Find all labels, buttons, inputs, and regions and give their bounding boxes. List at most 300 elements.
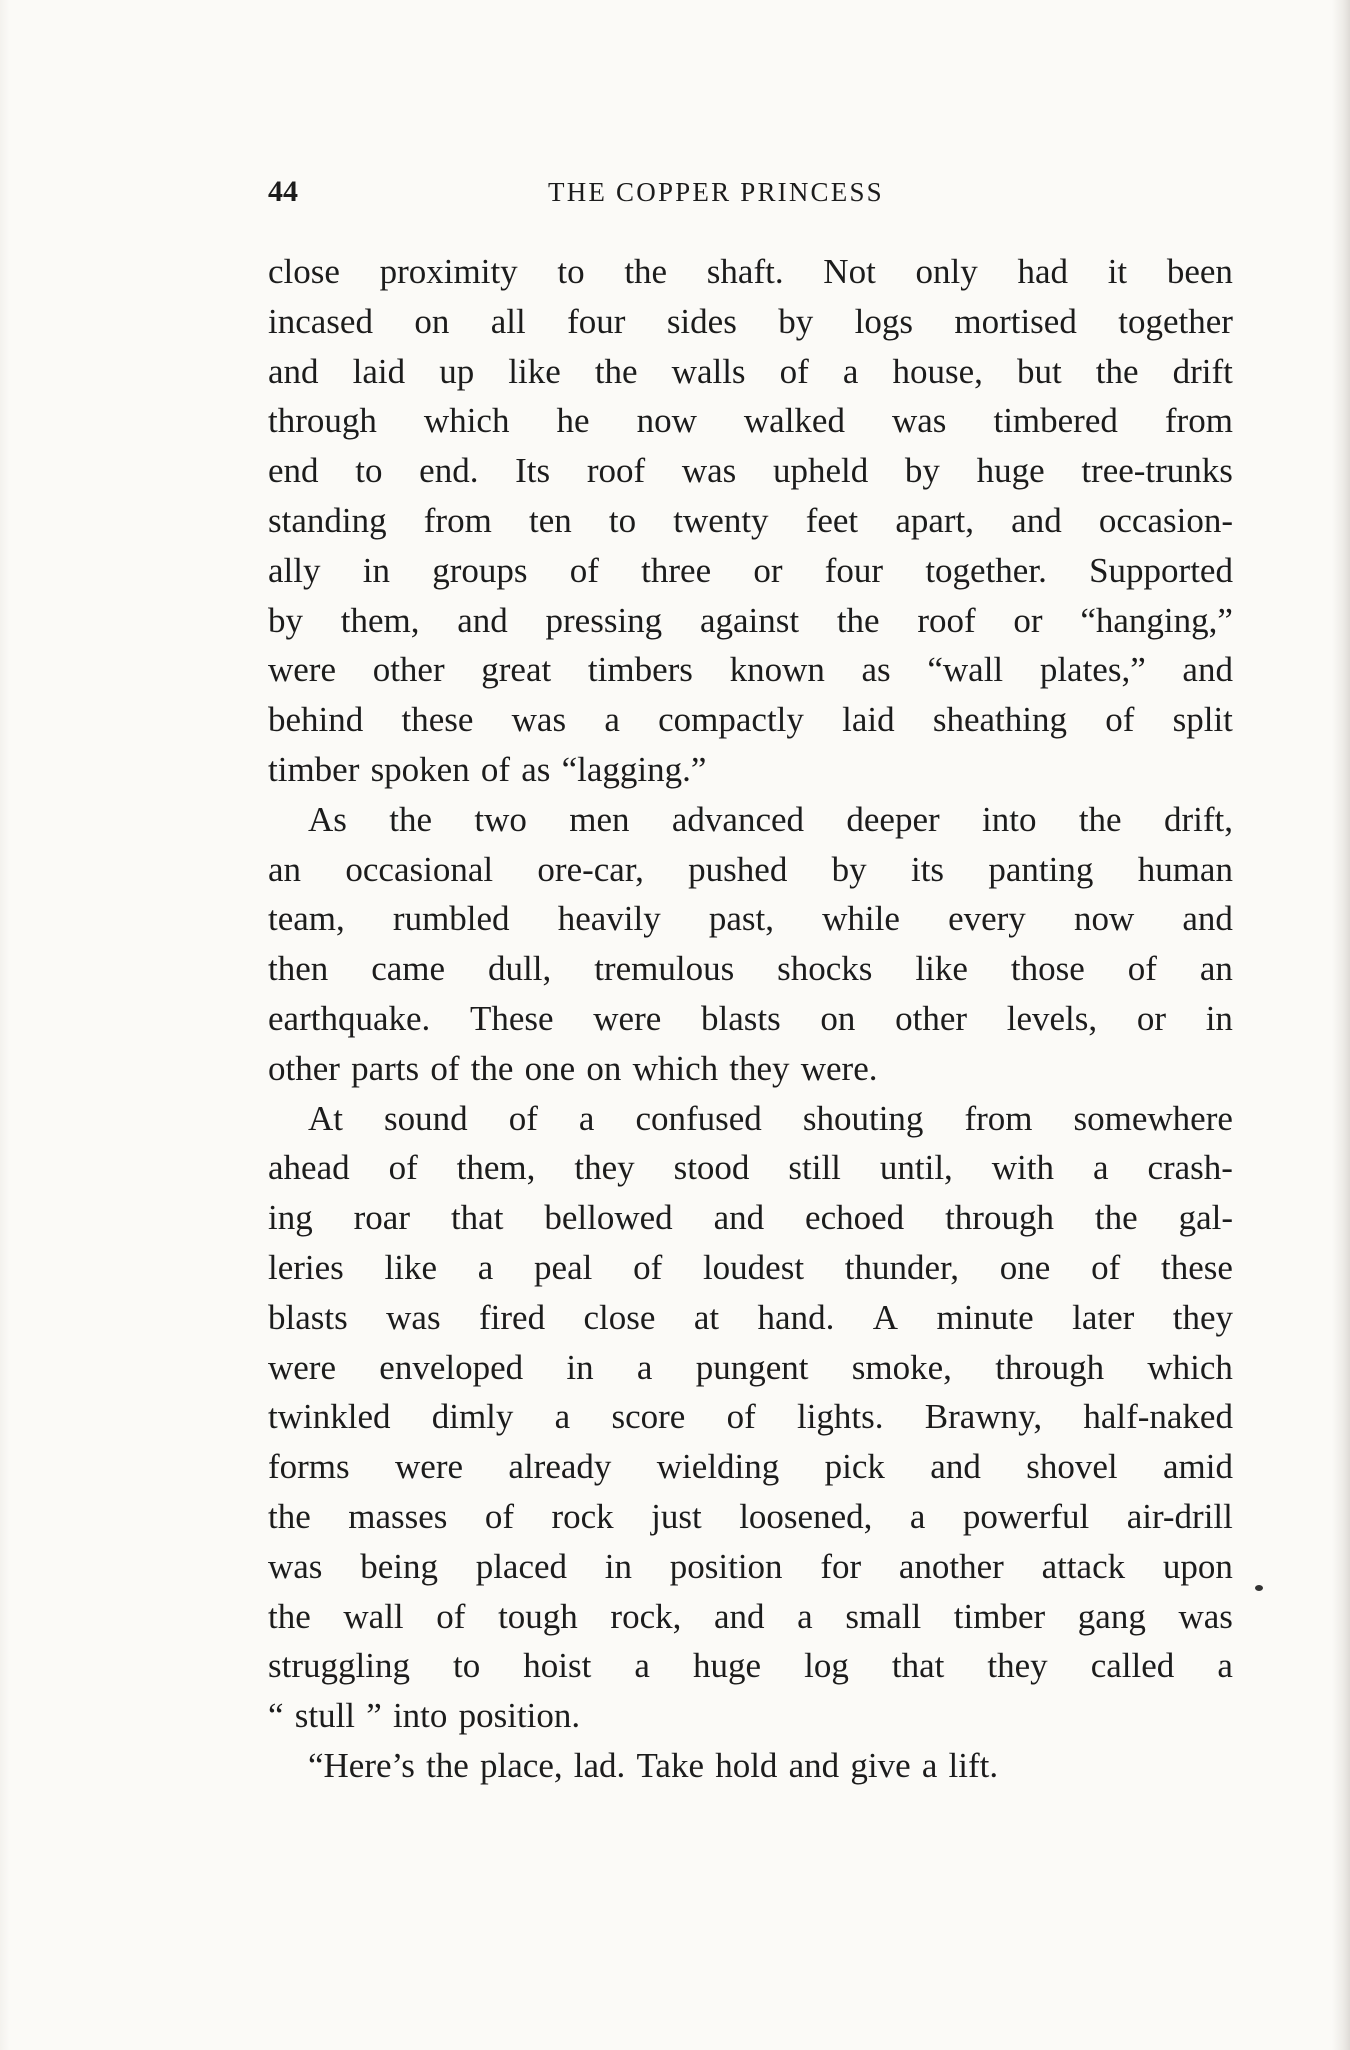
word: the	[1095, 351, 1139, 391]
word: four	[567, 301, 626, 341]
word: of	[569, 550, 599, 590]
text-line	[268, 1542, 1233, 1592]
word: forms	[268, 1447, 350, 1487]
word: sides	[666, 301, 737, 341]
word: gang	[1077, 1596, 1146, 1636]
word: timbered	[993, 401, 1118, 441]
word: on	[820, 998, 856, 1038]
word: echoed	[805, 1198, 905, 1238]
word: of	[633, 1247, 663, 1287]
word: small	[845, 1596, 922, 1636]
word: on	[414, 301, 450, 341]
text-line	[268, 645, 1233, 695]
text-line	[268, 1442, 1233, 1492]
word: a	[578, 1098, 595, 1138]
word: one	[524, 1048, 576, 1088]
word: Brawny,	[924, 1397, 1043, 1437]
word: standing	[268, 500, 387, 540]
word: three	[641, 550, 712, 590]
word: the	[624, 252, 668, 291]
word: blasts	[268, 1297, 348, 1337]
text-line	[268, 596, 1233, 646]
word: of	[484, 1496, 515, 1536]
word: sound	[384, 1098, 468, 1138]
word: stood	[673, 1148, 750, 1188]
word: position	[669, 1546, 783, 1586]
text-line	[268, 496, 1233, 546]
word: in	[362, 550, 390, 590]
text-line	[268, 1243, 1233, 1293]
word: close	[268, 252, 340, 291]
word: past,	[708, 899, 775, 939]
word: to	[453, 1646, 481, 1686]
word: by	[904, 451, 940, 491]
word: in	[566, 1347, 594, 1387]
word: together	[1118, 301, 1233, 341]
text-line	[268, 894, 1233, 944]
word: pick	[824, 1447, 885, 1487]
word: occasion-	[1098, 500, 1233, 540]
word: lad.	[573, 1745, 626, 1785]
margin-mark	[1255, 1585, 1263, 1591]
word: proximity	[379, 252, 518, 291]
word: twinkled	[268, 1397, 391, 1437]
word: were.	[800, 1048, 878, 1088]
word: place,	[480, 1745, 563, 1785]
word: of	[388, 1148, 418, 1188]
text-line	[268, 297, 1233, 347]
word: fired	[479, 1297, 546, 1337]
word: masses	[348, 1496, 448, 1536]
word: occasional	[345, 849, 494, 889]
word: close	[583, 1297, 656, 1337]
word: pressing	[545, 600, 663, 640]
word: amid	[1162, 1447, 1233, 1487]
word: were	[268, 650, 337, 690]
word: twenty	[673, 500, 769, 540]
text-line	[268, 745, 1233, 795]
word: other	[268, 1048, 340, 1088]
word: it	[1107, 252, 1128, 291]
word: apart,	[895, 500, 975, 540]
word: of	[508, 1098, 538, 1138]
word: its	[910, 849, 945, 889]
page-edge-left	[0, 0, 10, 2050]
word: plates,”	[1039, 650, 1146, 690]
word: ten	[528, 500, 572, 540]
text-line	[268, 396, 1233, 446]
word: into	[392, 1696, 448, 1736]
word: or	[1136, 998, 1166, 1038]
word: team,	[268, 899, 345, 939]
word: end.	[419, 451, 479, 491]
word: give	[850, 1745, 911, 1785]
word: came	[371, 949, 446, 989]
word: like	[508, 351, 561, 391]
word: drift,	[1163, 799, 1233, 839]
page-header	[268, 172, 1233, 212]
word: they	[574, 1148, 635, 1188]
word: Its	[515, 451, 551, 491]
text-line	[268, 1741, 1233, 1791]
word: log	[804, 1646, 849, 1686]
word: other	[372, 650, 445, 690]
word: the	[1078, 799, 1122, 839]
word: pushed	[688, 849, 788, 889]
text-line	[268, 347, 1233, 397]
word: bellowed	[544, 1198, 673, 1238]
word: through	[995, 1347, 1105, 1387]
word: timber	[953, 1596, 1046, 1636]
word: minute	[936, 1297, 1034, 1337]
word: hand.	[757, 1297, 835, 1337]
word: had	[1017, 252, 1068, 291]
word: was	[268, 1546, 323, 1586]
word: which	[1147, 1347, 1233, 1387]
word: lights.	[796, 1397, 884, 1437]
word: an	[268, 849, 302, 889]
word: a	[797, 1596, 813, 1636]
word: ”	[366, 1696, 382, 1736]
page-edge-right	[1332, 0, 1350, 2050]
text-line	[268, 446, 1233, 496]
text-line	[268, 845, 1233, 895]
text-line	[268, 695, 1233, 745]
word: dull,	[488, 949, 552, 989]
text-line	[268, 1392, 1233, 1442]
word: incased	[268, 301, 373, 341]
word: other	[895, 998, 968, 1038]
word: a	[477, 1247, 494, 1287]
word: behind	[268, 700, 364, 740]
word: end	[268, 451, 319, 491]
word: hoist	[523, 1646, 592, 1686]
text-line	[268, 247, 1233, 297]
word: spoken	[370, 749, 470, 789]
word: a	[921, 1745, 938, 1785]
word: crash-	[1147, 1148, 1233, 1188]
word: until,	[879, 1148, 953, 1188]
word: loosened,	[739, 1496, 873, 1536]
word: mortised	[954, 301, 1077, 341]
word: the	[470, 1048, 514, 1088]
word: laid	[842, 700, 895, 740]
word: as	[861, 650, 891, 690]
word: of	[1127, 949, 1157, 989]
word: Supported	[1089, 550, 1233, 590]
word: were	[268, 1347, 337, 1387]
word: walked	[743, 401, 845, 441]
word: a	[604, 700, 620, 740]
word: they	[1172, 1297, 1233, 1337]
word: was	[386, 1297, 441, 1337]
word: ally	[268, 550, 321, 590]
word: and	[930, 1447, 981, 1487]
word: together.	[925, 550, 1047, 590]
word: shaft.	[706, 252, 784, 291]
word: laid	[352, 351, 406, 391]
word: were	[395, 1447, 464, 1487]
word: to	[355, 451, 383, 491]
word: were	[593, 998, 662, 1038]
text-line	[268, 1343, 1233, 1393]
word: peal	[534, 1247, 593, 1287]
word: dimly	[431, 1397, 514, 1437]
word: feet	[805, 500, 859, 540]
word: attack	[1041, 1546, 1126, 1586]
word: and	[713, 1198, 765, 1238]
word: just	[651, 1496, 702, 1536]
word: a	[636, 1347, 653, 1387]
word: he	[556, 401, 590, 441]
word: leries	[268, 1247, 344, 1287]
word: and	[457, 600, 508, 640]
word: was	[1178, 1596, 1233, 1636]
word: the	[268, 1596, 311, 1636]
word: like	[384, 1247, 438, 1287]
word: These	[469, 998, 554, 1038]
word: and	[1182, 650, 1233, 690]
word: earthquake.	[268, 998, 431, 1038]
word: smoke,	[851, 1347, 952, 1387]
word: hold	[715, 1745, 778, 1785]
word: was	[511, 700, 567, 740]
word: with	[991, 1148, 1054, 1188]
word: through	[268, 401, 377, 441]
word: a	[909, 1496, 926, 1536]
word: a	[1217, 1646, 1233, 1686]
word: and	[714, 1596, 765, 1636]
word: by	[778, 301, 814, 341]
word: powerful	[962, 1496, 1090, 1536]
word: the	[836, 600, 880, 640]
word: of	[726, 1397, 756, 1437]
word: at	[693, 1297, 720, 1337]
word: huge	[976, 451, 1045, 491]
word: of	[436, 1596, 466, 1636]
word: human	[1137, 849, 1233, 889]
word: of	[779, 351, 809, 391]
word: Take	[636, 1745, 705, 1785]
word: rock	[551, 1496, 614, 1536]
word: them,	[340, 600, 420, 640]
word: being	[360, 1546, 438, 1586]
word: blasts	[700, 998, 781, 1038]
word: from	[964, 1098, 1033, 1138]
word: known	[729, 650, 825, 690]
word: by	[268, 600, 303, 640]
word: “lagging.”	[561, 749, 707, 789]
word: “Here’s	[308, 1745, 415, 1785]
word: walls	[671, 351, 746, 391]
word: and	[788, 1745, 840, 1785]
word: advanced	[671, 799, 805, 839]
text-line	[268, 994, 1233, 1044]
word: in	[1205, 998, 1233, 1038]
word: they	[987, 1646, 1048, 1686]
word: in	[604, 1546, 633, 1586]
word: these	[1160, 1247, 1233, 1287]
text-line	[268, 944, 1233, 994]
word: to	[608, 500, 637, 540]
word: tremulous	[594, 949, 735, 989]
word: enveloped	[379, 1347, 524, 1387]
word: a	[634, 1646, 650, 1686]
word: then	[268, 949, 329, 989]
word: shovel	[1026, 1447, 1118, 1487]
word: of	[480, 749, 511, 789]
word: now	[636, 401, 697, 441]
word: roof	[917, 600, 976, 640]
word: tough	[498, 1596, 578, 1636]
word: Not	[823, 252, 876, 291]
word: only	[915, 252, 978, 291]
word: or	[753, 550, 783, 590]
word: logs	[854, 301, 913, 341]
word: wielding	[656, 1447, 780, 1487]
word: by	[831, 849, 867, 889]
word: somewhere	[1073, 1098, 1233, 1138]
word: drift	[1172, 351, 1233, 391]
word: “	[268, 1696, 284, 1736]
word: that	[450, 1198, 504, 1238]
text-line	[268, 1193, 1233, 1243]
word: while	[822, 899, 900, 939]
word: parts	[351, 1048, 420, 1088]
word: roof	[586, 451, 646, 491]
word: as	[521, 749, 551, 789]
word: half-naked	[1083, 1397, 1233, 1437]
text-line	[268, 1641, 1233, 1691]
word: gal-	[1178, 1198, 1233, 1238]
word: panting	[988, 849, 1094, 889]
word: but	[1016, 351, 1062, 391]
word: upon	[1162, 1546, 1233, 1586]
word: heavily	[557, 899, 661, 939]
word: which	[423, 401, 510, 441]
word: groups	[432, 550, 528, 590]
word: already	[508, 1447, 612, 1487]
word: against	[699, 600, 800, 640]
word: another	[898, 1546, 1004, 1586]
word: placed	[475, 1546, 568, 1586]
body-text	[268, 247, 1233, 1791]
word: sheathing	[932, 700, 1067, 740]
word: split	[1172, 700, 1233, 740]
word: a	[842, 351, 859, 391]
running-title: THE COPPER PRINCESS	[548, 177, 884, 207]
word: two	[474, 799, 527, 839]
word: called	[1090, 1646, 1175, 1686]
word: they	[729, 1048, 790, 1088]
word: upheld	[772, 451, 869, 491]
word: of	[1105, 700, 1135, 740]
word: every	[948, 899, 1026, 939]
word: still	[788, 1148, 841, 1188]
word: and	[1182, 899, 1233, 939]
word: like	[915, 949, 968, 989]
word: and	[1011, 500, 1062, 540]
word: loudest	[702, 1247, 805, 1287]
word: house,	[892, 351, 983, 391]
word: stull	[294, 1696, 356, 1736]
text-line	[268, 1143, 1233, 1193]
text-line	[268, 1592, 1233, 1642]
word: men	[569, 799, 630, 839]
word: and	[268, 351, 319, 391]
word: shocks	[777, 949, 873, 989]
word: “wall	[927, 650, 1004, 690]
word: those	[1010, 949, 1085, 989]
word: been	[1166, 252, 1233, 291]
word: struggling	[268, 1646, 410, 1686]
word: thunder,	[844, 1247, 960, 1287]
word: position.	[458, 1696, 581, 1736]
word: roar	[353, 1198, 411, 1238]
word: the	[594, 351, 638, 391]
word: wall	[343, 1596, 404, 1636]
word: great	[481, 650, 552, 690]
word: now	[1073, 899, 1135, 939]
word: shouting	[802, 1098, 924, 1138]
word: a	[554, 1397, 571, 1437]
word: from	[1164, 401, 1233, 441]
word: later	[1072, 1297, 1135, 1337]
word: on	[586, 1048, 622, 1088]
word: At	[308, 1098, 343, 1138]
word: a	[1092, 1148, 1109, 1188]
word: rumbled	[392, 899, 510, 939]
word: all	[490, 301, 526, 341]
word: A	[872, 1297, 899, 1337]
word: levels,	[1006, 998, 1098, 1038]
word: ing	[268, 1198, 313, 1238]
word: through	[945, 1198, 1054, 1238]
word: that	[891, 1646, 945, 1686]
word: or	[1013, 600, 1043, 640]
word: timber	[268, 749, 360, 789]
page-number: 44	[268, 175, 298, 208]
text-line	[268, 1044, 1233, 1094]
word: these	[401, 700, 474, 740]
word: from	[423, 500, 492, 540]
word: ore-car,	[537, 849, 644, 889]
word: which	[632, 1048, 719, 1088]
text-line	[268, 1492, 1233, 1542]
word: for	[820, 1546, 862, 1586]
word: one	[999, 1247, 1051, 1287]
word: As	[308, 799, 347, 839]
word: huge	[693, 1646, 762, 1686]
word: score	[611, 1397, 686, 1437]
word: of	[430, 1048, 460, 1088]
word: ahead	[268, 1148, 350, 1188]
word: into	[982, 799, 1037, 839]
word: timbers	[587, 650, 693, 690]
word: was	[681, 451, 737, 491]
word: rock,	[610, 1596, 682, 1636]
word: was	[892, 401, 947, 441]
word: the	[1094, 1198, 1138, 1238]
word: confused	[635, 1098, 762, 1138]
text-line	[268, 1691, 1233, 1741]
word: compactly	[658, 700, 804, 740]
text-line	[268, 1293, 1233, 1343]
word: pungent	[695, 1347, 809, 1387]
word: the	[426, 1745, 469, 1785]
word: deeper	[846, 799, 940, 839]
word: air-drill	[1126, 1496, 1233, 1536]
